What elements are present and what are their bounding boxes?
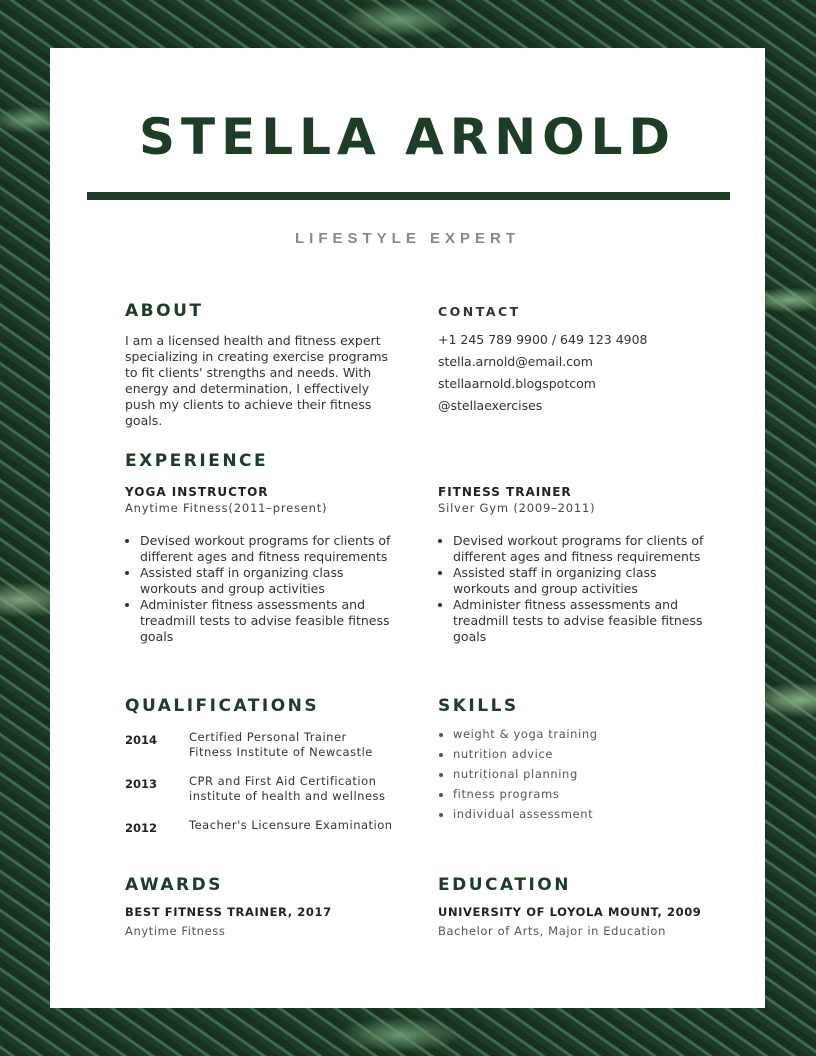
skill-item: • weight & yoga training — [453, 724, 598, 744]
job-subtitle: Silver Gym (2009–2011) — [438, 501, 596, 515]
experience-heading: EXPERIENCE — [125, 451, 269, 471]
qualification-item — [125, 818, 393, 835]
job-bullet: • Administer fitness assessments and treadmill tests to advise feasible fitness goals — [140, 597, 395, 645]
education-heading: EDUCATION — [438, 875, 571, 895]
skill-item: • fitness programs — [453, 784, 598, 804]
qualification-name: Teacher's Licensure Examination — [189, 818, 393, 832]
qualifications-heading: QUALIFICATIONS — [125, 696, 320, 716]
awards-section — [125, 875, 332, 938]
divider — [87, 192, 730, 200]
about-heading: ABOUT — [125, 301, 204, 321]
awards-heading: AWARDS — [125, 875, 223, 895]
qualification-item — [125, 774, 393, 804]
job-entry — [125, 485, 395, 645]
resume-page — [50, 48, 765, 1008]
qualification-year: 2013 — [125, 777, 158, 791]
qualification-year: 2014 — [125, 733, 158, 747]
job-title: LIFESTYLE EXPERT — [294, 230, 521, 247]
contact-website[interactable]: stellaarnold.blogspotcom — [438, 376, 596, 391]
about-section — [125, 301, 400, 429]
about-text: I am a licensed health and fitness expert specializing in creating exercise programs to fit clients' strengths and needs. With energy and determination, I effectively push my clients to achieve their fitness goals. — [125, 333, 389, 428]
education-school: UNIVERSITY OF LOYOLA MOUNT, 2009 — [438, 905, 702, 919]
contact-section — [438, 301, 648, 417]
contact-email[interactable]: stella.arnold@email.com — [438, 354, 593, 369]
job-entry — [438, 485, 708, 645]
skill-item: • nutrition advice — [453, 744, 598, 764]
contact-phone: +1 245 789 9900 / 649 123 4908 — [438, 332, 648, 347]
qualification-name: Certified Personal Trainer — [189, 730, 347, 744]
job-subtitle: Anytime Fitness(2011–present) — [125, 501, 328, 515]
contact-social[interactable]: @stellaexercises — [438, 398, 543, 413]
job-bullet: • Devised workout programs for clients of different ages and fitness requirements — [140, 533, 395, 565]
skill-item: • individual assessment — [453, 804, 598, 824]
skills-section — [438, 696, 598, 824]
skill-item: • nutritional planning — [453, 764, 598, 784]
award-org: Anytime Fitness — [125, 924, 226, 938]
job-bullet: • Devised workout programs for clients of different ages and fitness requirements — [453, 533, 708, 565]
education-degree: Bachelor of Arts, Major in Education — [438, 924, 666, 938]
education-section — [438, 875, 701, 938]
award-title: BEST FITNESS TRAINER, 2017 — [125, 905, 332, 919]
job-bullet: • Assisted staff in organizing class workouts and group activities — [453, 565, 708, 597]
name-heading: STELLA ARNOLD — [138, 108, 676, 166]
qualification-institution: institute of health and wellness — [189, 789, 386, 803]
qualifications-section — [125, 696, 393, 849]
qualification-item — [125, 730, 393, 760]
job-title: YOGA INSTRUCTOR — [125, 485, 269, 499]
job-bullet: • Administer fitness assessments and treadmill tests to advise feasible fitness goals — [453, 597, 708, 645]
contact-heading: CONTACT — [438, 304, 521, 319]
qualification-year: 2012 — [125, 821, 158, 835]
qualification-name: CPR and First Aid Certification — [189, 774, 377, 788]
qualification-institution: Fitness Institute of Newcastle — [189, 745, 373, 759]
job-bullet: • Assisted staff in organizing class workouts and group activities — [140, 565, 395, 597]
job-title: FITNESS TRAINER — [438, 485, 572, 499]
skills-heading: SKILLS — [438, 696, 519, 716]
